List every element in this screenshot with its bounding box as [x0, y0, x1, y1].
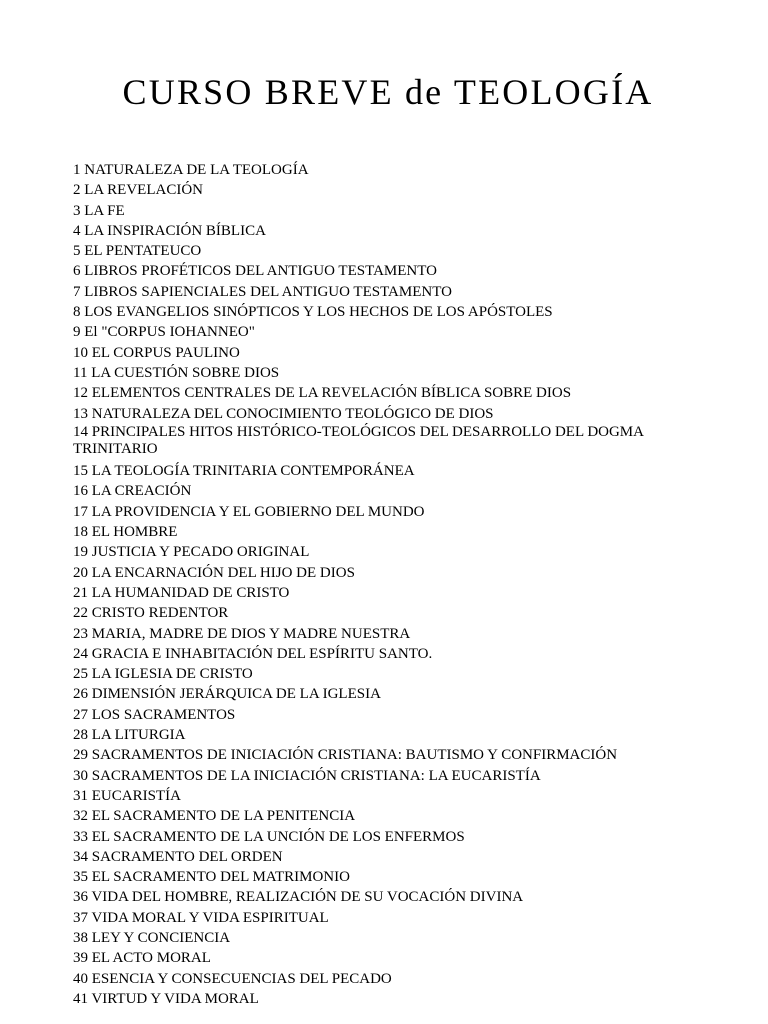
toc-entry: 16 LA CREACIÓN — [73, 483, 192, 500]
toc-entry: 34 SACRAMENTO DEL ORDEN — [73, 848, 283, 865]
toc-entry: 24 GRACIA E INHABITACIÓN DEL ESPÍRITU SANTO. — [73, 645, 433, 662]
toc-entry: 31 EUCARISTÍA — [73, 787, 181, 804]
toc-entry: 6 LIBROS PROFÉTICOS DEL ANTIGUO TESTAMENTO — [73, 263, 437, 280]
toc-entry: 11 LA CUESTIÓN SOBRE DIOS — [73, 364, 280, 381]
toc-entry: 9 El "CORPUS IOHANNEO" — [73, 324, 255, 341]
toc-entry: 26 DIMENSIÓN JERÁRQUICA DE LA IGLESIA — [73, 686, 381, 703]
toc-entry: 12 ELEMENTOS CENTRALES DE LA REVELACIÓN BÍBLICA SOBRE DIOS — [73, 385, 572, 402]
toc-entry: 23 MARIA, MADRE DE DIOS Y MADRE NUESTRA — [73, 625, 411, 642]
toc-entry: 33 EL SACRAMENTO DE LA UNCIÓN DE LOS ENFERMOS — [73, 828, 465, 845]
toc-entry: 37 VIDA MORAL Y VIDA ESPIRITUAL — [73, 909, 329, 926]
toc-entry: 28 LA LITURGIA — [73, 727, 186, 744]
toc-entry: 35 EL SACRAMENTO DEL MATRIMONIO — [73, 869, 350, 886]
toc-entry: 39 EL ACTO MORAL — [73, 950, 211, 967]
toc-entry: 32 EL SACRAMENTO DE LA PENITENCIA — [73, 808, 356, 825]
toc-entry: 3 LA FE — [73, 202, 125, 219]
toc-entry: 7 LIBROS SAPIENCIALES DEL ANTIGUO TESTAMENTO — [73, 283, 452, 300]
toc-entry: 4 LA INSPIRACIÓN BÍBLICA — [73, 222, 266, 239]
toc-entry: 36 VIDA DEL HOMBRE, REALIZACIÓN DE SU VOCACIÓN DIVINA — [73, 889, 524, 906]
toc-entry: 30 SACRAMENTOS DE LA INICIACIÓN CRISTIANA: LA EUCARISTÍA — [73, 767, 541, 784]
toc-entry: 38 LEY Y CONCIENCIA — [73, 929, 231, 946]
toc-entry: 20 LA ENCARNACIÓN DEL HIJO DE DIOS — [73, 564, 355, 581]
toc-entry: 27 LOS SACRAMENTOS — [73, 706, 236, 723]
toc-entry: 21 LA HUMANIDAD DE CRISTO — [73, 584, 290, 601]
toc-entry: 14 PRINCIPALES HITOS HISTÓRICO-TEOLÓGICOS DEL DESARROLLO DEL DOGMA TRINITARIO — [73, 423, 644, 457]
table-of-contents — [73, 160, 753, 1009]
toc-entry: 18 EL HOMBRE — [73, 524, 178, 541]
toc-entry: 8 LOS EVANGELIOS SINÓPTICOS Y LOS HECHOS DE LOS APÓSTOLES — [73, 304, 553, 321]
toc-entry: 29 SACRAMENTOS DE INICIACIÓN CRISTIANA: BAUTISMO Y CONFIRMACIÓN — [73, 747, 618, 764]
toc-entry: 17 LA PROVIDENCIA Y EL GOBIERNO DEL MUNDO — [73, 503, 425, 520]
toc-entry: 2 LA REVELACIÓN — [73, 182, 203, 199]
toc-entry: 13 NATURALEZA DEL CONOCIMIENTO TEOLÓGICO DE DIOS — [73, 405, 494, 422]
toc-entry: 15 LA TEOLOGÍA TRINITARIA CONTEMPORÁNEA — [73, 463, 415, 480]
toc-entry: 1 NATURALEZA DE LA TEOLOGÍA — [73, 162, 309, 178]
toc-entry: 10 EL CORPUS PAULINO — [73, 344, 240, 361]
document-title: CURSO BREVE de TEOLOGÍA — [122, 72, 654, 112]
toc-entry: 25 LA IGLESIA DE CRISTO — [73, 666, 253, 683]
toc-entry: 40 ESENCIA Y CONSECUENCIAS DEL PECADO — [73, 970, 392, 987]
toc-entry: 41 VIRTUD Y VIDA MORAL — [73, 990, 259, 1007]
toc-entry: 19 JUSTICIA Y PECADO ORIGINAL — [73, 544, 310, 561]
toc-entry: 22 CRISTO REDENTOR — [73, 605, 229, 622]
toc-entry: 5 EL PENTATEUCO — [73, 243, 202, 260]
